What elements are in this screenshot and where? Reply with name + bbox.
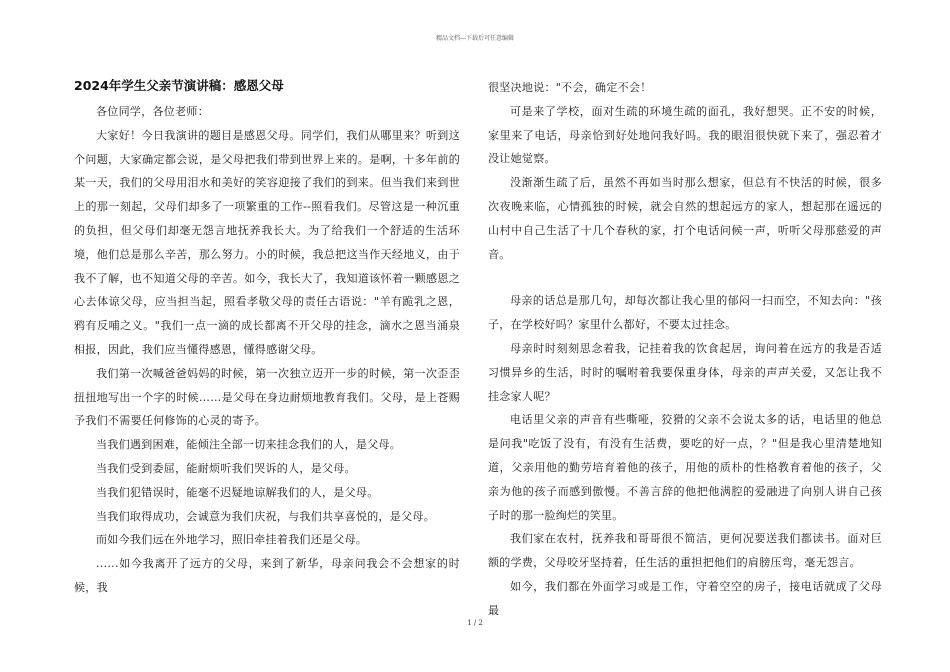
- document-title: 2024年学生父亲节演讲稿：感恩父母: [74, 78, 284, 93]
- body-paragraph: 当我们遇到困难，能倾注全部一切来挂念我们的人，是父母。: [96, 438, 402, 452]
- page-header: 精品文档---下载后可任意编辑: [435, 35, 515, 42]
- body-paragraph: 母亲时时刻刻思念着我，记挂着我的饮食起居，询问着在远方的我是否适习惯异乡的生活，时时的嘱咐着我要保重身体，母亲的声声关爱，又怎让我不挂念家人呢？: [488, 341, 882, 403]
- body-paragraph: 没渐渐生疏了后，虽然不再如当时那么想家，但总有不快活的时候，很多次夜晚来临，心情孤独的时候，就会自然的想起远方的家人，想起那在遥远的山村中自己生活了十几个春秋的家，打个电话问候一声，听听父母那慈爱的声音。: [488, 176, 882, 261]
- page-number: 1 / 2: [467, 619, 483, 627]
- body-paragraph: 很坚决地说："不会，确定不会！: [488, 81, 652, 94]
- body-paragraph: 我们家在农村，抚养我和哥哥很不简洁，更何况要送我们都读书。面对巨额的学费，父母咬牙坚持着，任生活的重担把他们的肩膀压弯，毫无怨言。: [488, 532, 882, 570]
- salutation-paragraph: 各位同学，各位老师：: [96, 105, 209, 118]
- body-paragraph: 大家好！今日我演讲的题目是感恩父母。同学们，我们从哪里来？听到这个问题，大家确定都会说，是父母把我们带到世界上来的。是啊，十多年前的某一天，我们的父母用泪水和美好的笑容迎接了我们的到来。但当我们来到世上的那一刻起，父母们却多了一项繁重的工作--照看我们。尽管这是一种沉重的负担，但父母们却毫无怨言地抚养我长大。为了给我们一个舒适的生活环境，他们总是那么辛苦，那么努力。小的时候，我总把这当作天经地义，由于我不了解，也不知道父母的辛苦。如今，我长大了，我知道该怀着一颗感恩之心去体谅父母，应当担当起，照看孝敬父母的责任古语说："羊有跪乳之恩，鸦有反哺之义。"我们一点一滴的成长都离不开父母的挂念，滴水之恩当涌泉相报，因此，我们应当懂得感恩，懂得感谢父母。: [74, 128, 460, 356]
- left-column: [74, 76, 460, 600]
- body-paragraph: 母亲的话总是那几句，却每次都让我心里的郁闷一扫而空，不知去向："孩子，在学校好吗？家里什么都好，不要太过挂念。: [488, 294, 882, 332]
- body-paragraph: 可是来了学校，面对生疏的环境生疏的面孔，我好想哭。正不安的时候，家里来了电话，母亲恰到好处地问我好吗。我的眼泪很快就下来了，强忍着才没让她觉察。: [488, 104, 882, 166]
- body-paragraph: 当我们犯错误时，能毫不迟疑地谅解我们的人，是父母。: [96, 485, 379, 499]
- body-paragraph: 我们第一次喊爸爸妈妈的时候，第一次独立迈开一步的时候，第一次歪歪扭扭地写出一个字的时候……是父母在身边耐烦地教育我们。父母，是上苍赐予我们不需要任何修饰的心灵的寄予。: [74, 366, 460, 428]
- body-paragraph: 而如今我们远在外地学习，照旧牵挂着我们还是父母。: [96, 533, 368, 547]
- body-paragraph: 如今，我们都在外面学习或是工作，守着空空的房子，接电话就成了父母最: [488, 579, 882, 617]
- body-paragraph: 电话里父亲的声音有些嘶哑，狡猾的父亲不会说太多的话，电话里的他总是问我"吃饭了没有，有没有生活费，要吃的好一点，？"但是我心里清楚地知道，父亲用他的勤劳培育着他的孩子，用他的质朴的性格教育着他的孩子，父亲为他的孩子而感到傲慢。不善言辞的他把他满腔的爱融进了向别人讲自己孩子时的那一脸绚烂的笑里。: [488, 413, 882, 522]
- right-column: [488, 76, 882, 623]
- body-paragraph: ......如今我离开了远方的父母，来到了新华，母亲问我会不会想家的时候，我: [74, 557, 460, 594]
- body-paragraph: 当我们取得成功，会诚意为我们庆祝，与我们共享喜悦的，是父母。: [96, 509, 435, 523]
- body-paragraph: 当我们受到委屈，能耐烦听我们哭诉的人，是父母。: [96, 461, 356, 475]
